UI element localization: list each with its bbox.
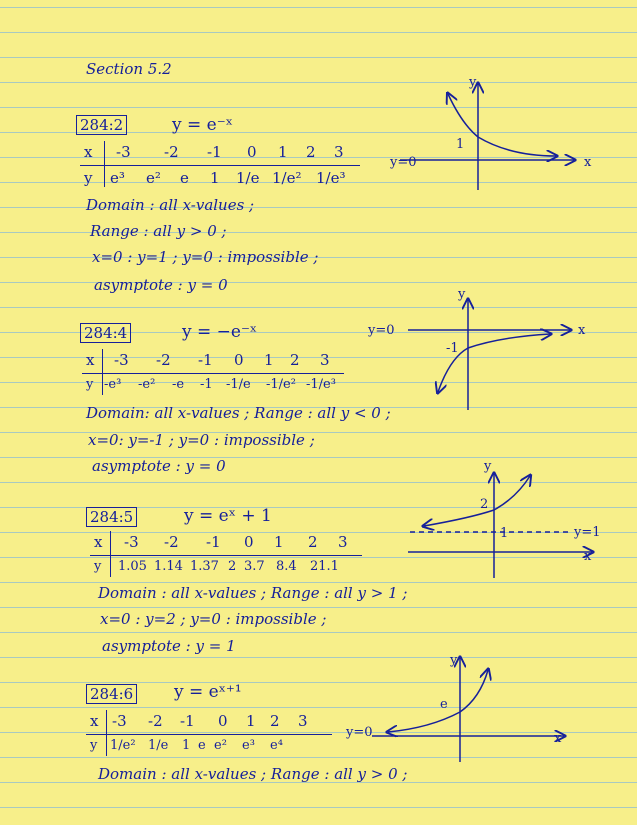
x-cell: 1 [264, 351, 274, 369]
y-cell: e [180, 169, 189, 187]
x-cell: 0 [234, 351, 244, 369]
x-cell: 2 [290, 351, 300, 369]
x-cell: 3 [320, 351, 330, 369]
domain-range-line: Domain : all x-values ; Range : all y > 1 ; [98, 584, 408, 602]
domain-line: Domain : all x-values ; [86, 196, 255, 214]
x-header: x [86, 351, 95, 369]
y-cell: 2 [228, 559, 237, 574]
y-header: y [90, 738, 98, 753]
x-cell: -3 [114, 351, 129, 369]
y-cell: 3.7 [244, 559, 265, 574]
section-title: Section 5.2 [86, 60, 172, 78]
x-cell: -2 [164, 533, 179, 551]
graph-2-y-label: y [458, 287, 466, 302]
y-cell: 1/e [148, 738, 169, 753]
intercepts-line: x=0 : y=2 ; y=0 : impossible ; [100, 610, 327, 628]
y-header: y [86, 377, 94, 392]
y-cell: -e² [138, 377, 156, 392]
x-cell: 0 [247, 143, 257, 161]
graph-1-y-label: y [469, 75, 477, 90]
problem-equation: y = −e⁻ˣ [182, 322, 258, 342]
graph-1-x-label: x [584, 155, 592, 170]
y-cell: 1 [182, 738, 191, 753]
y-cell: 1.37 [190, 559, 219, 574]
graph-4-y-label: y [450, 653, 458, 668]
y-cell: -e [172, 377, 185, 392]
graph-4-asymptote-label: y=0 [346, 725, 373, 740]
x-cell: -1 [198, 351, 213, 369]
x-cell: 1 [246, 712, 256, 730]
y-cell: 1.05 [118, 559, 147, 574]
y-cell: -1/e [226, 377, 251, 392]
graph-2-asymptote-label: y=0 [368, 323, 395, 338]
x-header: x [84, 143, 93, 161]
problem-id: 284:6 [86, 684, 137, 704]
y-cell: e⁴ [270, 738, 283, 753]
x-cell: 2 [308, 533, 318, 551]
y-cell: -1 [200, 377, 213, 392]
x-cell: 1 [278, 143, 288, 161]
x-cell: -2 [156, 351, 171, 369]
domain-range-line: Domain : all x-values ; Range : all y > 0 ; [98, 765, 408, 783]
x-cell: -1 [206, 533, 221, 551]
graph-3-tick-label: 1 [500, 526, 509, 541]
y-header: y [84, 169, 93, 187]
range-line: Range : all y > 0 ; [90, 222, 227, 240]
x-cell: 3 [338, 533, 348, 551]
x-cell: 0 [218, 712, 228, 730]
problem-equation: y = eˣ⁺¹ [174, 682, 242, 702]
y-cell: e [198, 738, 206, 753]
x-cell: -3 [112, 712, 127, 730]
x-cell: -2 [164, 143, 179, 161]
x-cell: 3 [298, 712, 308, 730]
y-header: y [94, 559, 102, 574]
problem-id: 284:5 [86, 507, 137, 527]
y-cell: 1.14 [154, 559, 183, 574]
y-cell: 21.1 [310, 559, 339, 574]
y-cell: 1/e² [272, 169, 302, 187]
graph-3-x-label: x [584, 549, 592, 564]
y-cell: e² [146, 169, 161, 187]
x-cell: 1 [274, 533, 284, 551]
x-cell: -2 [148, 712, 163, 730]
x-cell: 2 [270, 712, 280, 730]
problem-equation: y = eˣ + 1 [184, 506, 272, 526]
graph-3-point-label: 2 [480, 497, 489, 512]
graph-2-point-label: -1 [446, 341, 459, 356]
asymptote-line: asymptote : y = 0 [92, 457, 226, 475]
problem-id: 284:4 [80, 323, 131, 343]
x-cell: 2 [306, 143, 316, 161]
y-cell: -e³ [104, 377, 122, 392]
intercepts-line: x=0 : y=1 ; y=0 : impossible ; [92, 248, 319, 266]
graph-1 [400, 84, 574, 190]
intercepts-line: x=0: y=-1 ; y=0 : impossible ; [88, 431, 315, 449]
y-cell: 1 [210, 169, 220, 187]
x-cell: 3 [334, 143, 344, 161]
graph-2 [408, 300, 570, 410]
y-cell: 8.4 [276, 559, 297, 574]
asymptote-line: asymptote : y = 0 [94, 276, 228, 294]
graph-4-x-label: x [554, 731, 562, 746]
x-cell: -3 [124, 533, 139, 551]
x-header: x [90, 712, 99, 730]
y-cell: e³ [242, 738, 255, 753]
x-cell: -1 [180, 712, 195, 730]
x-header: x [94, 533, 103, 551]
y-cell: 1/e³ [316, 169, 346, 187]
asymptote-line: asymptote : y = 1 [102, 637, 236, 655]
graph-1-asymptote-label: y=0 [390, 155, 417, 170]
y-cell: e³ [110, 169, 125, 187]
x-cell: -1 [207, 143, 222, 161]
y-cell: e² [214, 738, 227, 753]
y-cell: -1/e³ [306, 377, 336, 392]
graph-1-point-label: 1 [456, 137, 465, 152]
x-cell: -3 [116, 143, 131, 161]
x-cell: 0 [244, 533, 254, 551]
problem-id: 284:2 [76, 115, 127, 135]
domain-range-line: Domain: all x-values ; Range : all y < 0 ; [86, 404, 391, 422]
problem-equation: y = e⁻ˣ [172, 115, 233, 135]
graph-3-asymptote-label: y=1 [574, 525, 601, 540]
graph-2-x-label: x [578, 323, 586, 338]
y-cell: 1/e² [110, 738, 136, 753]
graph-3-y-label: y [484, 459, 492, 474]
y-cell: -1/e² [266, 377, 296, 392]
y-cell: 1/e [236, 169, 260, 187]
graph-4-point-label: e [440, 697, 448, 712]
graph-4 [372, 658, 564, 762]
